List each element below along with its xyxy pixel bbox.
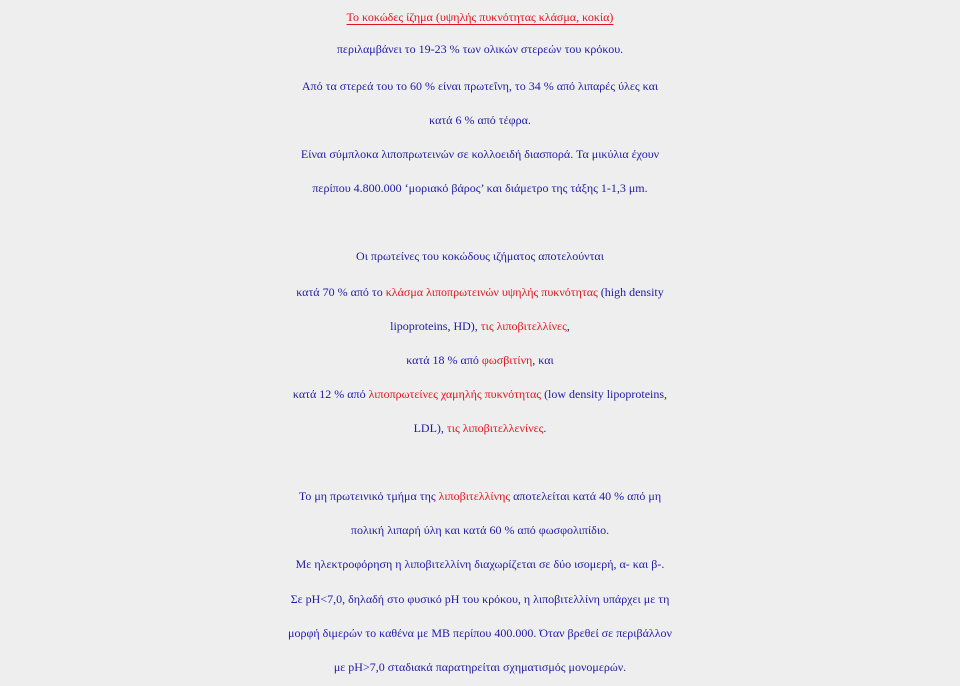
section3-line1 — [0, 481, 960, 511]
section3-line6: με pH>7,0 σταδιακά παρατηρείται σχηματισμός μονομερών. — [333, 660, 627, 674]
section3-line1-a: Το μη πρωτεινικό τμήμα της — [298, 489, 439, 503]
lipovitellin-term: λιποβιτελλίνης — [438, 489, 511, 503]
lipovitellenins-term: τις λιποβιτελλενίνες — [446, 421, 544, 435]
section2-line5-a: κατά 12 % από — [292, 387, 369, 401]
slide-title: Το κοκώδες ίζημα (υψηλής πυκνότητας κλάσμα, κοκία) — [346, 10, 614, 24]
section1-line4: κατά 6 % από τέφρα. — [429, 113, 531, 127]
section2-line5-c: (low density lipoproteins, — [541, 387, 668, 401]
section2-line6-a: LDL), — [413, 421, 447, 435]
section2-line5 — [0, 379, 960, 409]
section2-line4-c: , και — [532, 353, 554, 367]
section1-line3: Από τα στερεά του το 60 % είναι πρωτεΐνη, το 34 % από λιπαρές ύλες και — [301, 79, 659, 93]
section2-line4 — [0, 345, 960, 375]
section2-line3 — [0, 311, 960, 341]
section3-line4: Σε pH<7,0, δηλαδή στο φυσικό pH του κρόκου, η λιποβιτελλίνη υπάρχει με τη — [290, 592, 670, 606]
section3-line5: μορφή διμερών το καθένα με ΜΒ περίπου 400.000. Όταν βρεθεί σε περιβάλλον — [288, 626, 672, 640]
section3-line3: Με ηλεκτροφόρηση η λιποβιτελλίνη διαχωρίζεται σε δύο ισομερή, α- και β-. — [295, 557, 665, 571]
section2-line1: Οι πρωτείνες του κοκώδους ιζήματος αποτελούνται — [356, 249, 604, 263]
ldl-term: λιποπρωτείνες χαμηλής πυκνότητας — [368, 387, 542, 401]
phosvitin-term: φωσβιτίνη — [481, 353, 533, 367]
section3-line2: πολική λιπαρή ύλη και κατά 60 % από φωσφολιπίδιο. — [350, 523, 610, 537]
section1-line5: Είναι σύμπλοκα λιποπρωτεινών σε κολλοειδή διασπορά. Τα μικύλια έχουν — [300, 147, 660, 161]
section1-line2: περιλαμβάνει το 19-23 % των ολικών στερεών του κρόκου. — [336, 42, 624, 56]
section3-line1-c: αποτελείται κατά 40 % από μη — [510, 489, 662, 503]
section2-line6 — [0, 413, 960, 443]
section2-line3-a: lipoproteins, HD), — [390, 319, 481, 333]
section2-line2-c: (high density — [597, 285, 664, 299]
section1-line6: περίπου 4.800.000 ‘μοριακό βάρος’ και διάμετρο της τάξης 1-1,3 μm. — [312, 181, 648, 195]
section2-line6-c: . — [543, 421, 547, 435]
section2-line3-c: , — [566, 319, 570, 333]
hd-fraction-term: κλάσμα λιποπρωτεινών υψηλής πυκνότητας — [385, 285, 598, 299]
section2-line4-a: κατά 18 % από — [406, 353, 482, 367]
lipovitellins-term: τις λιποβιτελλίνες — [480, 319, 567, 333]
section2-line2 — [0, 277, 960, 307]
section2-line2-a: κατά 70 % από το — [296, 285, 386, 299]
